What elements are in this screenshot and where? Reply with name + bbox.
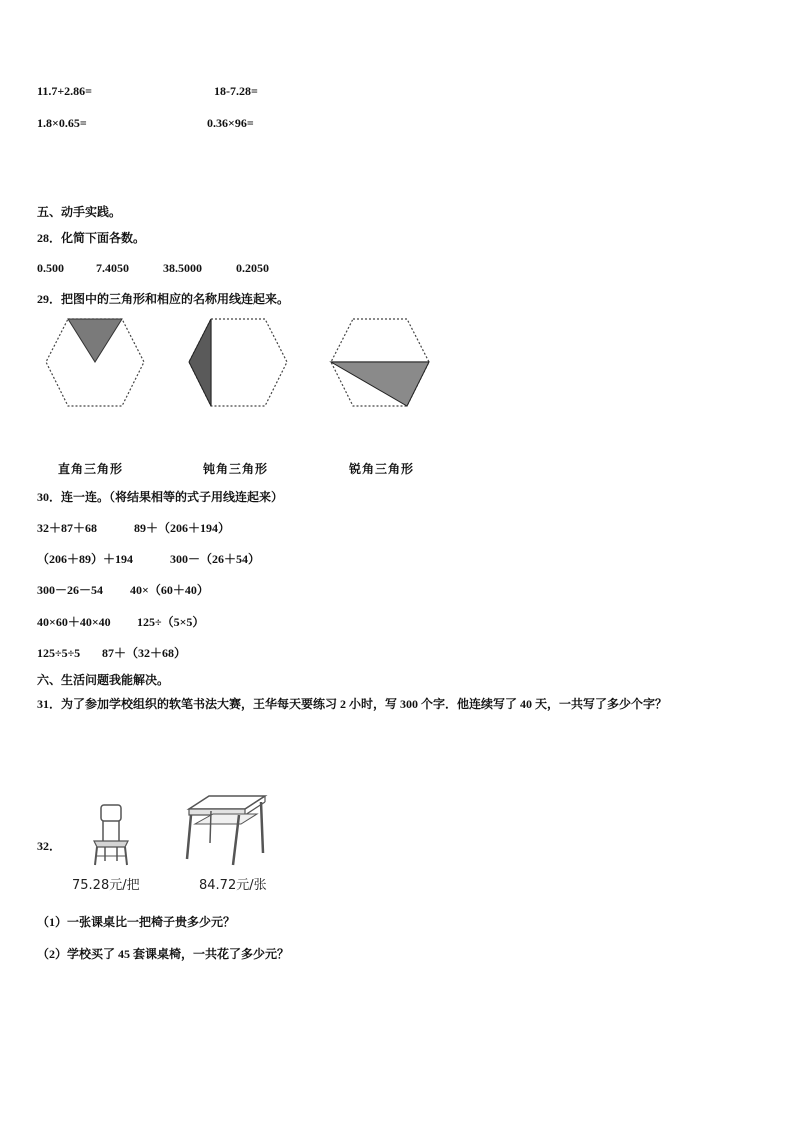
section5-title: 五、动手实践。	[37, 205, 122, 219]
section6-title: 六、生活问题我能解决。	[37, 673, 170, 687]
q29-title: 29．把图中的三角形和相应的名称用线连起来。	[37, 292, 290, 306]
q29-label-right-triangle: 直角三角形	[58, 462, 124, 476]
q30-row5-right: 87＋（32＋68）	[102, 646, 187, 660]
chair-price: 75.28元/把	[72, 878, 140, 893]
q30-row1-right: 89＋（206＋194）	[134, 521, 231, 535]
calc-r2b: 0.36×96=	[207, 116, 254, 130]
desk-image	[183, 793, 268, 868]
q28-number-2: 7.4050	[96, 261, 129, 275]
q28-number-4: 0.2050	[236, 261, 269, 275]
q30-row5-left: 125÷5÷5	[37, 646, 81, 660]
q30-row2-right: 300－（26＋54）	[170, 552, 261, 566]
chair-image	[90, 803, 132, 868]
desk-price: 84.72元/张	[199, 878, 267, 893]
q28-title: 28．化简下面各数。	[37, 231, 146, 245]
q30-row3-right: 40×（60＋40）	[130, 583, 209, 597]
calc-r1a: 11.7+2.86=	[37, 84, 93, 98]
q32-number: 32．	[37, 839, 62, 853]
q30-row4-right: 125÷（5×5）	[137, 615, 205, 629]
q31-text: 31．为了参加学校组织的软笔书法大赛，王华每天要练习 2 小时，写 300 个字．他连续写了 40 天，一共写了多少个字？	[37, 697, 668, 711]
q30-row4-left: 40×60＋40×40	[37, 615, 111, 629]
q30-title: 30．连一连。（将结果相等的式子用线连起来）	[37, 490, 284, 504]
hexagon-figure-3	[325, 315, 435, 410]
q30-row1-left: 32＋87＋68	[37, 521, 98, 535]
q32-sub1: （1）一张课桌比一把椅子贵多少元？	[37, 915, 236, 929]
q28-number-1: 0.500	[37, 261, 64, 275]
calc-r2a: 1.8×0.65=	[37, 116, 87, 130]
q29-label-acute-triangle: 锐角三角形	[349, 462, 415, 476]
q29-label-obtuse-triangle: 钝角三角形	[203, 462, 269, 476]
q30-row2-left: （206＋89）＋194	[37, 552, 134, 566]
q28-number-3: 38.5000	[163, 261, 202, 275]
hexagon-figure-1	[40, 315, 150, 410]
q32-sub2: （2）学校买了 45 套课桌椅，一共花了多少元？	[37, 947, 290, 961]
hexagon-figure-2	[183, 315, 293, 410]
q30-row3-left: 300－26－54	[37, 583, 104, 597]
calc-r1b: 18-7.28=	[214, 84, 258, 98]
